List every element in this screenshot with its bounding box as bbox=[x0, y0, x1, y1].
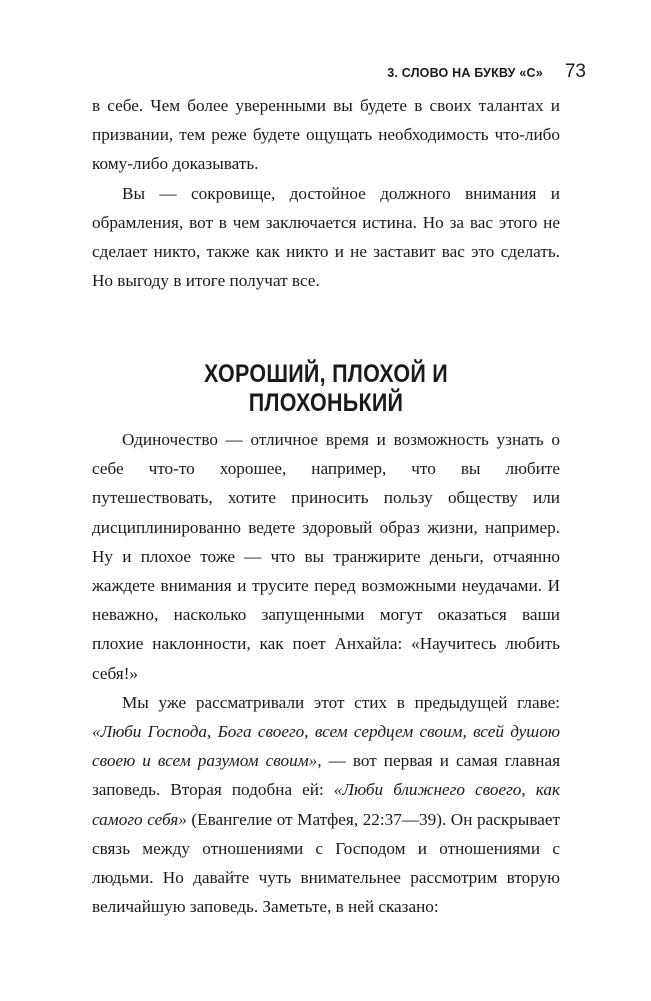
text-run: Мы уже рассматривали этот стих в предыдущей главе: bbox=[122, 692, 560, 712]
section-title: ХОРОШИЙ, ПЛОХОЙ И ПЛОХОНЬКИЙ bbox=[204, 360, 448, 417]
paragraph-with-quotes bbox=[92, 688, 560, 922]
text-run: (Евангелие от Матфея, 22:37—39). Он раскрывает связь между отношениями с Господом и отношениями с людьми. Но давайте чуть внимательнее рассмотрим вторую величайшую заповедь. Заметьте, в ней сказано: bbox=[92, 809, 560, 917]
paragraph-continuation: в себе. Чем более уверенными вы будете в своих талантах и призвании, тем реже будете ощущать необходимость что-либо кому-либо доказывать. bbox=[92, 96, 560, 174]
page-number: 73 bbox=[564, 61, 586, 82]
text-block-bottom bbox=[92, 425, 560, 921]
paragraph: Вы — сокровище, достойное должного внимания и обрамления, вот в чем заключается истина. Но за вас этого не сделает никто, также как никто и не заставит вас это сделать. Но выгоду в итоге получат все. bbox=[92, 183, 560, 291]
text-block-top bbox=[92, 91, 560, 295]
scripture-quote: «Люби Господа, Бога своего, всем сердцем своим, всей душою своею и всем разумом своим» bbox=[92, 722, 560, 771]
scripture-quote: «Люби ближнего своего, как самого себя» bbox=[92, 780, 560, 829]
paragraph: Одиночество — отличное время и возможность узнать о себе что-то хорошее, например, что вы любите путешествовать, хотите приносить пользу обществу или дисциплинированно ведете здоровый образ жизни, например. Ну и плохое тоже — что вы транжирите деньги, отчаянно жаждете внимания и трусите перед возможными неудачами. И неважно, насколько запущенными могут оказаться ваши плохие наклонности, как поет Анхайла: «Научитесь любить себя!» bbox=[92, 430, 560, 683]
text-run: , — вот первая и самая главная заповедь. Вторая подобна ей: bbox=[92, 751, 560, 800]
running-head: 3. СЛОВО НА БУКВУ «С» bbox=[387, 66, 543, 80]
page-header bbox=[92, 61, 586, 83]
